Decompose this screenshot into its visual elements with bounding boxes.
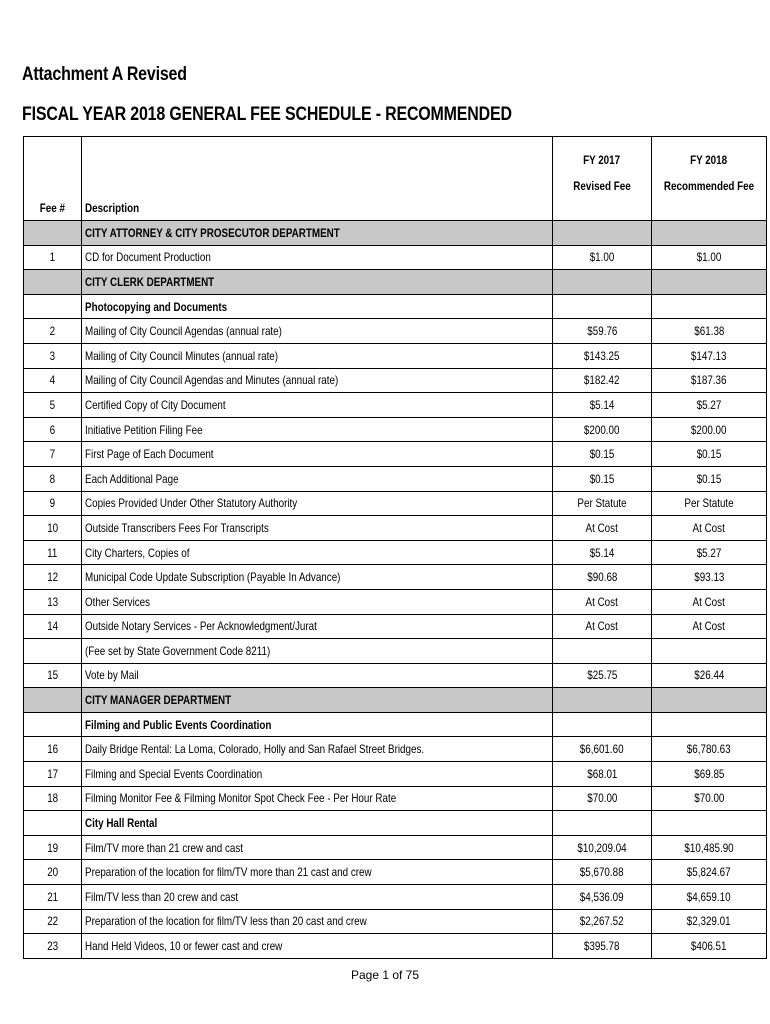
fy2018-fee-cell — [652, 811, 767, 836]
fy2018-fee-cell: $69.85 — [652, 762, 767, 787]
fy2018-fee-cell: $0.15 — [652, 442, 767, 467]
fy2018-fee-cell: At Cost — [652, 516, 767, 541]
fy2017-fee-cell: $2,267.52 — [553, 909, 652, 934]
table-row — [24, 663, 767, 688]
description-cell: City Hall Rental — [82, 811, 553, 836]
table-row — [24, 393, 767, 418]
fy2017-fee-cell: $0.15 — [553, 466, 652, 491]
description-cell: Filming Monitor Fee & Filming Monitor Spot Check Fee - Per Hour Rate — [82, 786, 553, 811]
fy2018-header: FY 2018 Recommended Fee — [652, 137, 767, 221]
table-row — [24, 442, 767, 467]
fee-number-cell: 23 — [24, 934, 82, 959]
fy2018-fee-cell: $61.38 — [652, 319, 767, 344]
fee-number-cell: 20 — [24, 860, 82, 885]
description-cell: Initiative Petition Filing Fee — [82, 417, 553, 442]
fee-number-cell — [24, 294, 82, 319]
schedule-title: FISCAL YEAR 2018 GENERAL FEE SCHEDULE - RECOMMENDED — [22, 104, 512, 125]
attachment-title: Attachment A Revised — [22, 64, 187, 85]
fy2017-fee-cell — [553, 639, 652, 664]
fy2018-fee-cell — [652, 221, 767, 246]
table-row — [24, 491, 767, 516]
fy2017-header: FY 2017 Revised Fee — [553, 137, 652, 221]
fee-number-cell: 16 — [24, 737, 82, 762]
fy2018-fee-cell: $70.00 — [652, 786, 767, 811]
fy2018-fee-cell: At Cost — [652, 589, 767, 614]
table-row — [24, 860, 767, 885]
fy2018-fee-cell: $5.27 — [652, 540, 767, 565]
description-cell: Daily Bridge Rental: La Loma, Colorado, Holly and San Rafael Street Bridges. — [82, 737, 553, 762]
description-cell: CITY MANAGER DEPARTMENT — [82, 688, 553, 713]
fy2018-fee-cell — [652, 270, 767, 295]
fee-number-cell: 15 — [24, 663, 82, 688]
table-row — [24, 885, 767, 910]
table-row — [24, 245, 767, 270]
description-header: Description — [82, 137, 553, 221]
fy2017-fee-cell: $4,536.09 — [553, 885, 652, 910]
description-cell: Outside Notary Services - Per Acknowledgment/Jurat — [82, 614, 553, 639]
fy2018-fee-cell: $26.44 — [652, 663, 767, 688]
fee-number-cell — [24, 270, 82, 295]
fee-number-cell: 17 — [24, 762, 82, 787]
fy2017-fee-cell: $1.00 — [553, 245, 652, 270]
description-cell: Filming and Special Events Coordination — [82, 762, 553, 787]
description-cell: CD for Document Production — [82, 245, 553, 270]
table-row — [24, 762, 767, 787]
fee-number-cell — [24, 221, 82, 246]
description-cell: Other Services — [82, 589, 553, 614]
fy2018-fee-cell: $5,824.67 — [652, 860, 767, 885]
fy2017-fee-cell: $200.00 — [553, 417, 652, 442]
fee-number-cell — [24, 712, 82, 737]
description-cell: Filming and Public Events Coordination — [82, 712, 553, 737]
fy2018-fee-cell: $147.13 — [652, 343, 767, 368]
fy2018-fee-cell — [652, 712, 767, 737]
table-row — [24, 565, 767, 590]
fy2017-fee-cell — [553, 221, 652, 246]
fy2018-fee-cell: $10,485.90 — [652, 835, 767, 860]
fee-number-cell: 12 — [24, 565, 82, 590]
description-cell: Mailing of City Council Agendas (annual rate) — [82, 319, 553, 344]
description-cell: Film/TV more than 21 crew and cast — [82, 835, 553, 860]
description-cell: Film/TV less than 20 crew and cast — [82, 885, 553, 910]
fee-schedule-table — [23, 136, 767, 959]
table-row — [24, 909, 767, 934]
fy2018-fee-cell: $4,659.10 — [652, 885, 767, 910]
fy2018-fee-cell: $5.27 — [652, 393, 767, 418]
section-row — [24, 688, 767, 713]
description-cell: Hand Held Videos, 10 or fewer cast and crew — [82, 934, 553, 959]
fee-number-cell: 10 — [24, 516, 82, 541]
fy2017-fee-cell: $10,209.04 — [553, 835, 652, 860]
table-row — [24, 466, 767, 491]
description-cell: (Fee set by State Government Code 8211) — [82, 639, 553, 664]
fee-number-cell: 22 — [24, 909, 82, 934]
fee-number-cell: 14 — [24, 614, 82, 639]
fy2018-fee-cell: $200.00 — [652, 417, 767, 442]
table-row — [24, 589, 767, 614]
table-row — [24, 343, 767, 368]
fy2018-fee-cell: $187.36 — [652, 368, 767, 393]
table-row — [24, 639, 767, 664]
table-row — [24, 540, 767, 565]
table-header-row — [24, 137, 767, 221]
description-cell: Mailing of City Council Minutes (annual rate) — [82, 343, 553, 368]
table-row — [24, 319, 767, 344]
description-cell: Outside Transcribers Fees For Transcripts — [82, 516, 553, 541]
description-cell: Certified Copy of City Document — [82, 393, 553, 418]
fy2017-fee-cell: $59.76 — [553, 319, 652, 344]
fy2018-fee-cell: Per Statute — [652, 491, 767, 516]
fy2017-fee-cell — [553, 270, 652, 295]
fy2017-fee-cell: $0.15 — [553, 442, 652, 467]
fy2018-fee-cell: At Cost — [652, 614, 767, 639]
fee-number-header: Fee # — [24, 137, 82, 221]
fee-number-cell: 3 — [24, 343, 82, 368]
description-cell: CITY ATTORNEY & CITY PROSECUTOR DEPARTMENT — [82, 221, 553, 246]
fy2018-fee-cell — [652, 688, 767, 713]
table-row — [24, 737, 767, 762]
fy2017-fee-cell: $182.42 — [553, 368, 652, 393]
fy2017-fee-cell — [553, 688, 652, 713]
description-cell: Each Additional Page — [82, 466, 553, 491]
description-cell: Mailing of City Council Agendas and Minutes (annual rate) — [82, 368, 553, 393]
fy2017-fee-cell: At Cost — [553, 614, 652, 639]
fy2017-fee-cell: Per Statute — [553, 491, 652, 516]
fy2017-fee-cell: $90.68 — [553, 565, 652, 590]
page-number: Page 1 of 75 — [350, 968, 420, 982]
fee-number-cell — [24, 639, 82, 664]
fee-number-cell: 1 — [24, 245, 82, 270]
fy2018-fee-cell — [652, 294, 767, 319]
description-cell: CITY CLERK DEPARTMENT — [82, 270, 553, 295]
fy2017-fee-cell: $25.75 — [553, 663, 652, 688]
fee-number-cell: 21 — [24, 885, 82, 910]
fee-number-cell: 11 — [24, 540, 82, 565]
description-cell: Municipal Code Update Subscription (Payable In Advance) — [82, 565, 553, 590]
fee-number-cell: 13 — [24, 589, 82, 614]
table-row — [24, 368, 767, 393]
fy2018-fee-cell: $93.13 — [652, 565, 767, 590]
fy2017-fee-cell: $5.14 — [553, 393, 652, 418]
fee-number-cell — [24, 688, 82, 713]
fee-number-cell: 7 — [24, 442, 82, 467]
description-cell: Vote by Mail — [82, 663, 553, 688]
description-cell: Preparation of the location for film/TV less than 20 cast and crew — [82, 909, 553, 934]
fy2018-fee-cell — [652, 639, 767, 664]
fy2017-fee-cell: $68.01 — [553, 762, 652, 787]
fee-number-cell: 5 — [24, 393, 82, 418]
fy2017-fee-cell: $6,601.60 — [553, 737, 652, 762]
table-row — [24, 835, 767, 860]
fy2017-fee-cell — [553, 712, 652, 737]
fee-number-cell: 9 — [24, 491, 82, 516]
description-cell: City Charters, Copies of — [82, 540, 553, 565]
fee-number-cell — [24, 811, 82, 836]
fy2017-fee-cell: $5,670.88 — [553, 860, 652, 885]
fy2017-fee-cell: $70.00 — [553, 786, 652, 811]
description-cell: Copies Provided Under Other Statutory Authority — [82, 491, 553, 516]
table-row — [24, 786, 767, 811]
section-row — [24, 270, 767, 295]
fee-number-cell: 18 — [24, 786, 82, 811]
fy2017-fee-cell: $395.78 — [553, 934, 652, 959]
fy2018-fee-cell: $2,329.01 — [652, 909, 767, 934]
fy2018-fee-cell: $6,780.63 — [652, 737, 767, 762]
fee-number-cell: 4 — [24, 368, 82, 393]
section-row — [24, 221, 767, 246]
fee-number-cell: 19 — [24, 835, 82, 860]
fy2017-fee-cell: At Cost — [553, 589, 652, 614]
fy2018-fee-cell: $1.00 — [652, 245, 767, 270]
fy2018-fee-cell: $0.15 — [652, 466, 767, 491]
fy2017-fee-cell: $143.25 — [553, 343, 652, 368]
description-cell: Preparation of the location for film/TV more than 21 cast and crew — [82, 860, 553, 885]
fy2017-fee-cell — [553, 294, 652, 319]
description-cell: First Page of Each Document — [82, 442, 553, 467]
subsection-row — [24, 811, 767, 836]
fy2017-fee-cell — [553, 811, 652, 836]
table-row — [24, 614, 767, 639]
subsection-row — [24, 294, 767, 319]
description-cell: Photocopying and Documents — [82, 294, 553, 319]
table-row — [24, 417, 767, 442]
fee-number-cell: 8 — [24, 466, 82, 491]
fee-number-cell: 2 — [24, 319, 82, 344]
fy2018-fee-cell: $406.51 — [652, 934, 767, 959]
table-row — [24, 934, 767, 959]
fy2017-fee-cell: At Cost — [553, 516, 652, 541]
fee-number-cell: 6 — [24, 417, 82, 442]
fy2017-fee-cell: $5.14 — [553, 540, 652, 565]
subsection-row — [24, 712, 767, 737]
table-row — [24, 516, 767, 541]
